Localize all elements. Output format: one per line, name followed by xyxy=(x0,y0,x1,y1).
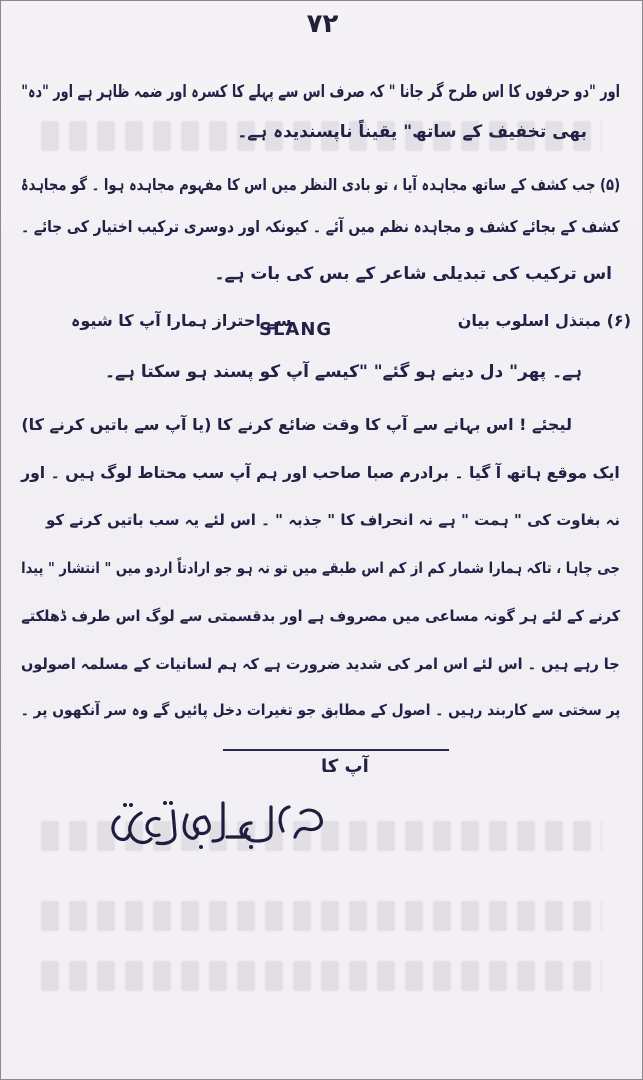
text-line: (۵) جب کشف کے ساتھ مجاہدہ آیا ، تو بادی النظر میں اس کا مفہوم مجاہدہ ہوا ۔ گو مجاہدۂ xyxy=(20,175,620,194)
closing-rule xyxy=(223,749,449,751)
text-line: جا رہے ہیں ۔ اس لئے اس امر کی شدید ضرورت ہے کہ ہم لسانیات کے مسلمہ اصولوں xyxy=(21,655,620,673)
text-line: جی چاہا ، تاکہ ہمارا شمار کم از کم اس طبقے میں تو نہ ہو جو ارادتاً اردو میں " انتشار " پیدا xyxy=(21,559,620,577)
text-line: نہ بغاوت کی " ہمت " ہے نہ انحراف کا " جذبہ " ۔ اس لئے یہ سب باتیں کرنے کو xyxy=(46,511,620,529)
text-line: بھی تخفیف کے ساتھ" یقیناً ناپسندیدہ ہے۔ xyxy=(237,122,587,142)
text-line: پر سختی سے کاربند رہیں ۔ اصول کے مطابق جو تغیرات دخل پائیں گے وہ سر آنکھوں پر ۔ xyxy=(20,701,620,719)
text-line: ہے۔ پھر" دل دینے ہو گئے" "کیسے آپ کو پسند ہو سکتا ہے۔ xyxy=(105,362,582,382)
text-line: اس ترکیب کی تبدیلی شاعر کے بس کی بات ہے۔ xyxy=(214,264,612,284)
handwritten-signature xyxy=(101,793,331,855)
slang-line-left-part: سے احتراز ہمارا آپ کا شیوہ xyxy=(71,311,292,330)
bleed-through-texture xyxy=(41,961,602,991)
text-line: کشف کے بجائے کشف و مجاہدہ نظم میں آئے ۔ کیونکہ اور دوسری ترکیب اختیار کی جائے ۔ xyxy=(21,217,620,236)
closing-text: آپ کا xyxy=(321,756,369,777)
slang-line xyxy=(71,311,631,351)
slang-line-right-part: (۶) مبتذل اسلوب بیان xyxy=(457,311,631,330)
text-line: لیجئے ! اس بہانے سے آپ کا وقت ضائع کرنے کا (یا آپ سے باتیں کرنے کا) xyxy=(21,415,572,434)
bleed-through-texture xyxy=(41,901,602,931)
slang-word: SLANG xyxy=(259,319,333,340)
text-line: کرنے کے لئے ہر گونہ مساعی میں مصروف ہے اور بدقسمتی سے لوگ اس طرف ڈھلکتے xyxy=(21,607,620,625)
text-line: ایک موقع ہاتھ آ گیا ۔ برادرم صبا صاحب اور ہم آپ سب محتاط لوگ ہیں ۔ اور xyxy=(21,463,620,482)
text-line: اور "دو حرفوں کا اس طرح گر جانا " کہ صرف اس سے پہلے کا کسرہ اور ضمہ ظاہر ہے اور "دہ" xyxy=(21,82,620,102)
page-number: ۷۲ xyxy=(306,9,339,39)
